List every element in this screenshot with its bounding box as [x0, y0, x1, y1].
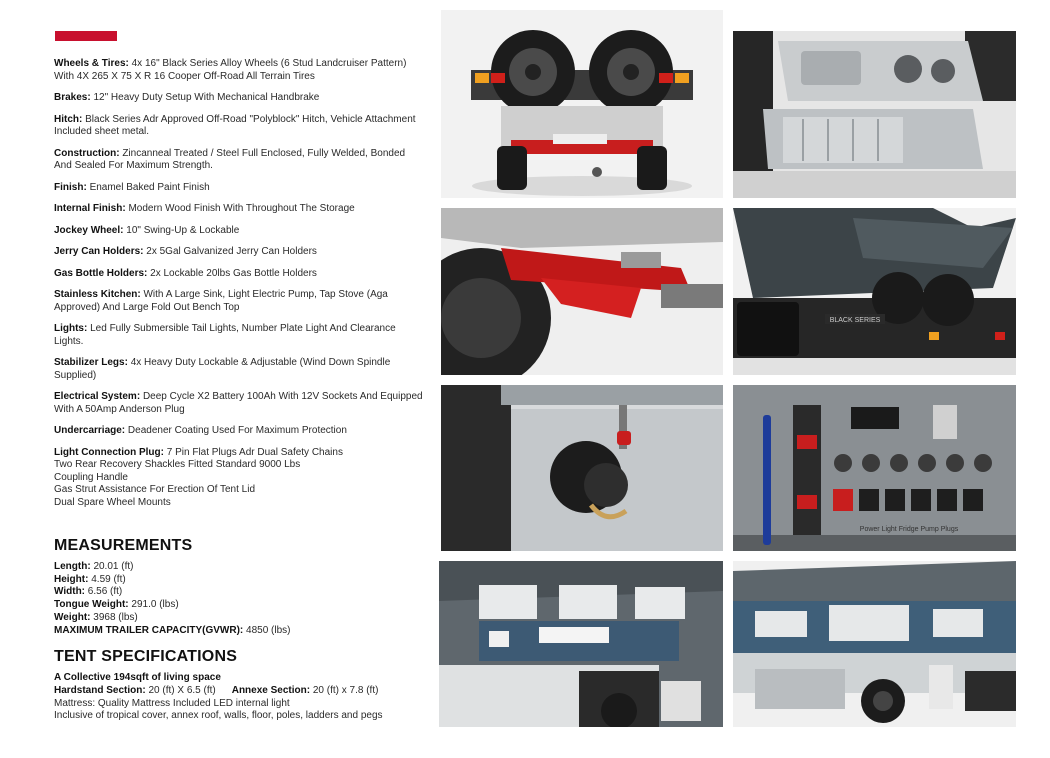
wheel-mount-photo [441, 385, 723, 551]
trailer-side-photo [733, 208, 1016, 375]
spec-kitchen: Stainless Kitchen: With A Large Sink, Light Electric Pump, Tap Stove (Aga Approved) And Large Fold Out Bench Top [54, 289, 388, 313]
interior-lounge-photo [439, 561, 723, 727]
living-space: A Collective 194sqft of living space [54, 672, 221, 683]
tent-mattress: Mattress: Quality Mattress Included LED internal light [54, 697, 290, 709]
light-connection-line: Dual Spare Wheel Mounts [54, 496, 171, 508]
spec-jerry-can: Jerry Can Holders: 2x 5Gal Galvanized Jerry Can Holders [54, 246, 317, 257]
spec-jockey-wheel: Jockey Wheel: 10" Swing-Up & Lockable [54, 224, 240, 236]
tent-specifications-heading: TENT SPECIFICATIONS [54, 648, 238, 665]
tent-specifications [54, 672, 383, 723]
light-connection-line: Coupling Handle [54, 471, 128, 483]
tent-sections: Hardstand Section: 20 (ft) X 6.5 (ft) Annexe Section: 20 (ft) x 7.8 (ft) [54, 684, 379, 696]
trailer-annexe-photo [733, 561, 1016, 727]
measurement-row: Weight: 3968 (lbs) [54, 611, 138, 623]
brand-plate-text: BLACK SERIES [829, 317, 881, 324]
measurement-row: Tongue Weight: 291.0 (lbs) [54, 599, 179, 611]
chassis-photo [441, 208, 723, 375]
measurements-list [54, 561, 291, 637]
light-connection-line: Gas Strut Assistance For Erection Of Tent Lid [54, 484, 256, 495]
spec-internal-finish: Internal Finish: Modern Wood Finish With Throughout The Storage [54, 203, 355, 214]
panel-labels-text: Power Light Fridge Pump Plugs [859, 526, 959, 533]
spec-undercarriage: Undercarriage: Deadener Coating Used For Maximum Protection [54, 425, 347, 436]
measurement-row: Height: 4.59 (ft) [54, 573, 126, 585]
spec-light-connection: Light Connection Plug: 7 Pin Flat Plugs Adr Dual Safety Chains Two Rear Recovery Shackles Fitted Standard 9000 Lbs Coupling Handle Gas Strut Assistance For Erection Of Tent Lid Dual Spare Wheel Mounts [54, 447, 424, 510]
spec-stabilizer-legs: Stabilizer Legs: 4x Heavy Duty Lockable & Adjustable (Wind Down Spindle Supplied) [54, 357, 391, 381]
spec-gas-bottle: Gas Bottle Holders: 2x Lockable 20lbs Gas Bottle Holders [54, 267, 317, 279]
measurement-row: Width: 6.56 (ft) [54, 586, 123, 598]
spec-electrical: Electrical System: Deep Cycle X2 Battery 100Ah With 12V Sockets And Equipped With A 50Amp Anderson Plug [54, 391, 423, 415]
spec-brakes: Brakes: 12" Heavy Duty Setup With Mechanical Handbrake [54, 92, 320, 103]
spec-construction: Construction: Zincanneal Treated / Steel Full Enclosed, Fully Welded, Bonded And Sealed For Maximum Strength. [54, 147, 406, 171]
kitchen-photo [733, 31, 1016, 198]
specifications-list [54, 58, 424, 518]
spec-wheels: Wheels & Tires: 4x 16" Black Series Alloy Wheels (6 Stud Landcruiser Pattern) With 4X 265 X 75 X R 16 Cooper Off-Road All Terrain Tires [54, 58, 407, 82]
measurement-row: Length: 20.01 (ft) [54, 561, 134, 572]
accent-bar [55, 31, 117, 41]
tent-inclusive: Inclusive of tropical cover, annex roof, walls, floor, poles, ladders and pegs [54, 710, 383, 722]
spec-lights: Lights: Led Fully Submersible Tail Lights, Number Plate Light And Clearance Lights. [54, 323, 396, 347]
trailer-rear-photo [441, 10, 723, 198]
spec-finish: Finish: Enamel Baked Paint Finish [54, 181, 210, 193]
measurements-heading: MEASUREMENTS [54, 537, 193, 554]
measurement-row: MAXIMUM TRAILER CAPACITY(GVWR): 4850 (lbs) [54, 624, 291, 636]
electrical-panel-photo [733, 385, 1016, 551]
spec-hitch: Hitch: Black Series Adr Approved Off-Road "Polyblock" Hitch, Vehicle Attachment Included sheet metal. [54, 113, 416, 137]
light-connection-line: Two Rear Recovery Shackles Fitted Standard 9000 Lbs [54, 459, 301, 470]
